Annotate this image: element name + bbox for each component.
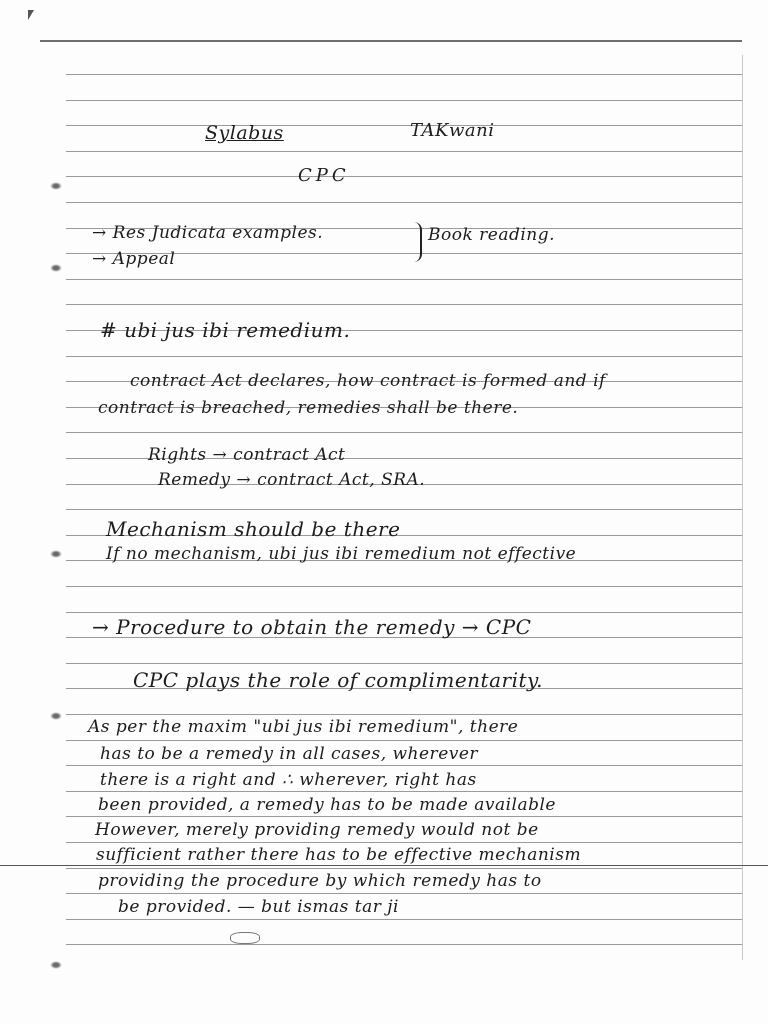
paragraph-line: has to be a remedy in all cases, wherever: [100, 744, 479, 764]
paragraph-line: been provided, a remedy has to be made available: [98, 795, 556, 815]
note-line: CPC plays the role of complimentarity.: [133, 668, 544, 692]
ruled-line: [66, 279, 742, 280]
fold-line: [0, 865, 768, 866]
corner-mark: [28, 10, 34, 20]
paragraph-line: providing the procedure by which remedy has to: [98, 871, 542, 891]
topic-item: → Appeal: [92, 249, 176, 269]
punch-hole: [50, 182, 62, 190]
ruled-line: [66, 816, 742, 817]
ruled-line: [66, 714, 742, 715]
ruled-line: [66, 151, 742, 152]
ruled-line: [66, 304, 742, 305]
note-line: contract is breached, remedies shall be there.: [98, 398, 519, 418]
note-line: Mechanism should be there: [106, 517, 401, 541]
ruled-line: [66, 586, 742, 587]
ruled-line: [66, 791, 742, 792]
paragraph-line: there is a right and ∴ wherever, right has: [100, 770, 477, 790]
ruled-line: [66, 356, 742, 357]
ruled-line: [66, 944, 742, 945]
ruled-line: [66, 202, 742, 203]
maxim-heading: # ubi jus ibi remedium.: [100, 318, 351, 342]
scribble-mark: [230, 932, 260, 944]
note-line: Rights → contract Act: [148, 445, 346, 465]
author-name: TAKwani: [410, 120, 495, 141]
paragraph-line: However, merely providing remedy would not be: [95, 820, 539, 840]
punch-hole: [50, 961, 62, 969]
ruled-line: [66, 612, 742, 613]
ruled-line: [66, 176, 742, 177]
topic-item: → Res Judicata examples.: [92, 223, 324, 243]
bracket-mark: [410, 222, 422, 262]
ruled-line: [66, 100, 742, 101]
paragraph-line: be provided. — but ismas tar ji: [118, 897, 399, 917]
paragraph-line: As per the maxim "ubi jus ibi remedium", there: [88, 717, 519, 737]
top-rule: [40, 40, 742, 42]
ruled-line: [66, 74, 742, 75]
ruled-line: [66, 432, 742, 433]
ruled-line: [66, 919, 742, 920]
page-edge: [742, 55, 743, 960]
ruled-line: [66, 893, 742, 894]
ruled-line: [66, 765, 742, 766]
punch-hole: [50, 712, 62, 720]
ruled-line: [66, 509, 742, 510]
ruled-line: [66, 740, 742, 741]
note-line: → Procedure to obtain the remedy → CPC: [92, 615, 532, 639]
ruled-line: [66, 663, 742, 664]
note-line: Remedy → contract Act, SRA.: [158, 470, 426, 490]
ruled-line: [66, 125, 742, 126]
ruled-line: [66, 842, 742, 843]
ruled-line: [66, 868, 742, 869]
topics-note: Book reading.: [428, 225, 556, 245]
note-line: If no mechanism, ubi jus ibi remedium not effective: [106, 544, 577, 564]
punch-hole: [50, 550, 62, 558]
subject-label: CPC: [298, 165, 350, 186]
note-line: contract Act declares, how contract is formed and if: [130, 371, 606, 391]
paragraph-line: sufficient rather there has to be effective mechanism: [96, 845, 582, 865]
page-title: Sylabus: [205, 122, 284, 144]
punch-hole: [50, 264, 62, 272]
